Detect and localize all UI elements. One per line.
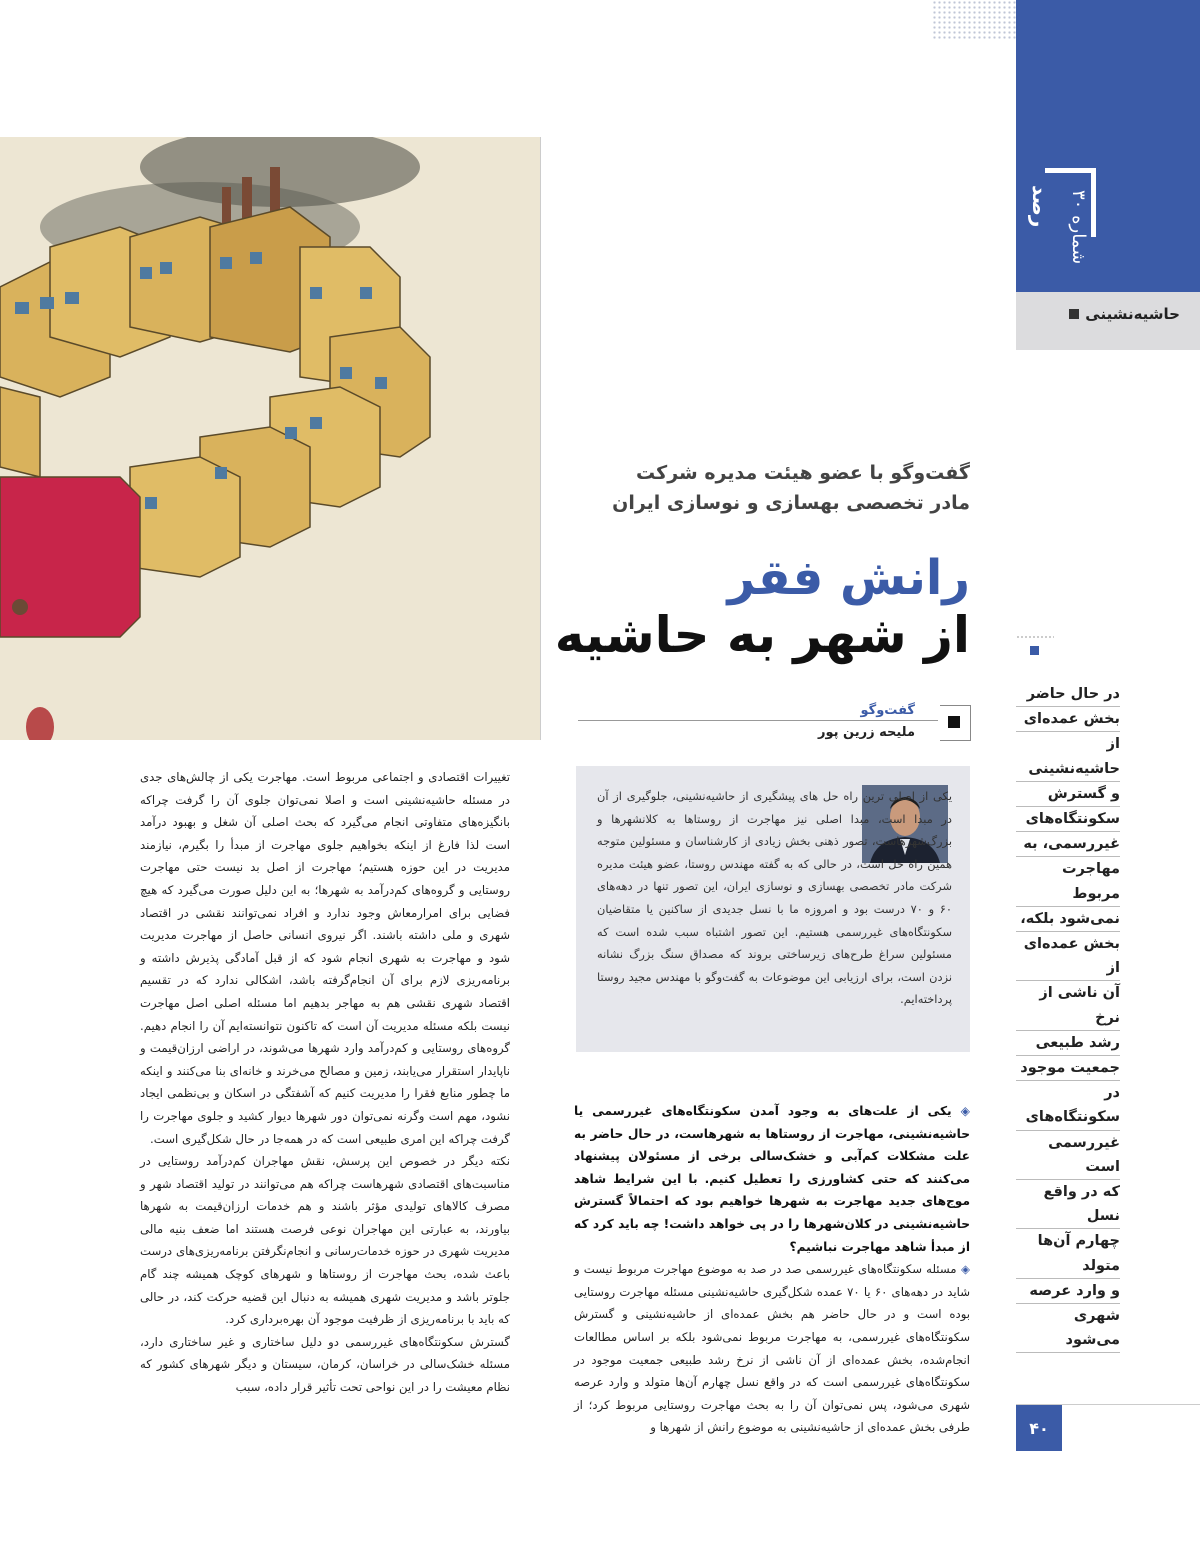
article-kicker <box>570 458 970 518</box>
square-bullet-icon <box>1069 309 1079 319</box>
square-bullet-icon <box>1030 646 1039 655</box>
issue-number: شماره ۳۰ <box>1068 190 1089 265</box>
pull-quote-line: و گسترش <box>1016 782 1120 807</box>
byline-author: ملیحه زرین پور <box>817 725 915 740</box>
byline-type: گفت‌وگو <box>860 703 915 718</box>
pull-quote-line: جمعیت موجود <box>1016 1056 1120 1081</box>
kicker-line: گفت‌وگو با عضو هیئت مدیره شرکت <box>636 462 970 484</box>
pull-quote-line: سکونتگاه‌های <box>1016 807 1120 832</box>
pull-quote-line: از حاشیه‌نشینی <box>1016 732 1120 781</box>
pull-quote-line: در حال حاضر <box>1016 682 1120 707</box>
magazine-logo: رصد <box>1028 185 1052 228</box>
pull-quote-line: آن ناشی از نرخ <box>1016 981 1120 1030</box>
pull-quote-line: چهارم آن‌ها متولد <box>1016 1229 1120 1278</box>
interview-answer <box>574 1258 970 1439</box>
section-name: حاشیه‌نشینی <box>1085 305 1180 323</box>
article-body-left <box>140 766 510 1399</box>
article-title: از شهر به حاشیه <box>554 606 970 664</box>
answer-text: مسئله سکونتگاه‌های غیررسمی صد در صد به موضوع مهاجرت مربوط نیست و شاید در دهه‌های ۶۰ یا ۷۰ عمده شکل‌گیری حاشیه‌نشینی مسئله مهاجرت روستایی بوده است و در حال حاضر هم بخش عمده‌ای از حاشیه‌نشینی و گسترش سکونتگاه‌های غیررسمی، به مهاجرت مربوط نمی‌شود بلکه بر اساس مطالعات انجام‌شده، بخش عمده‌ای از آن ناشی از نرخ رشد طبیعی جمعیت موجود در سکونتگاه‌های غیررسمی است که در واقع نسل چهارم آن‌ها متولد و وارد عرصه شهری می‌شود، پس نمی‌توان آن را به بحث مهاجرت روستایی مربوط کرد؛ از طرفی بخش عمده‌ای از حاشیه‌نشینی به موضوع رانش از شهرها و <box>574 1262 970 1435</box>
interview-question <box>574 1100 970 1258</box>
pull-quote-line: غیررسمی، به <box>1016 832 1120 857</box>
pull-quote-line: بخش عمده‌ای از <box>1016 932 1120 981</box>
pull-quote-line: نمی‌شود بلکه، <box>1016 907 1120 932</box>
decorative-dot-pattern <box>1016 636 1054 638</box>
answer-marker-icon: ◈ <box>956 1262 970 1277</box>
factory-ring-illustration <box>0 137 540 740</box>
decorative-dot-pattern <box>932 0 1016 40</box>
intro-paragraph: یکی از اصلی ترین راه حل های پیشگیری از حاشیه‌نشینی، جلوگیری از آن در مبدا است، مبدا اصلی نیز مهاجرت از روستاها به کلانشهرها و بزرگ‌شهرهاست، تصور ذهنی بخش زیادی از کارشناسان و مسئولین متوجه همین راه حل است، در حالی که به گفته مهندس روستا، عضو هیئت مدیره شرکت مادر تخصصی بهسازی و نوسازی ایران، این تصور تنها در دهه‌های ۶۰ و ۷۰ درست بود و امروزه ما با نسل جدیدی از ساکنین یا متقاضیان سکونتگاه‌های غیررسمی هستیم. این تصور اشتباه سبب شده است که مسئولین سراغ طرح‌های زیرساختی بروند که مصداق سنگ بزرگ نشانه نزدن است، برای ارزیابی این موضوعات به گفت‌وگو با مهندس مجید روستا پرداخته‌ایم. <box>597 789 952 1007</box>
section-label <box>1069 305 1180 323</box>
intro-text <box>597 785 952 1011</box>
byline-divider <box>578 720 938 721</box>
pull-quote-line: و وارد عرصه <box>1016 1279 1120 1304</box>
article-title-accent: رانش فقر <box>727 550 970 606</box>
pull-quote-line: مهاجرت مربوط <box>1016 857 1120 906</box>
pull-quote-line: شهری می‌شود <box>1016 1304 1120 1353</box>
square-bullet-icon <box>948 716 960 728</box>
question-marker-icon: ◈ <box>951 1104 970 1118</box>
pull-quote <box>1016 682 1120 1353</box>
pull-quote-line: رشد طبیعی <box>1016 1031 1120 1056</box>
pull-quote-line: بخش عمده‌ای <box>1016 707 1120 732</box>
page-number: ۴۰ <box>1016 1405 1062 1451</box>
question-text: یکی از علت‌های به وجود آمدن سکونتگاه‌های غیررسمی یا حاشیه‌نشینی، مهاجرت از روستاها به شهرهاست، در حال حاضر به علت مشکلات کم‌آبی و خشک‌سالی برخی از مسئولان پیشنهاد می‌کنند که حتی کشاورزی را تعطیل کنیم. با این شرایط شاهد موج‌های جدید مهاجرت به شهرها خواهیم بود که احتمالاً گسترش حاشیه‌نشینی در کلان‌شهرها را در پی خواهد داشت! چه باید کرد که از مبدأ شاهد مهاجرت نباشیم؟ <box>574 1104 970 1254</box>
pull-quote-line: غیررسمی است <box>1016 1131 1120 1180</box>
body-paragraph: تغییرات اقتصادی و اجتماعی مربوط است. مهاجرت یکی از چالش‌های جدی در مسئله حاشیه‌نشینی است و اصلا نمی‌توان جلوی آن را گرفت چراکه بانگیزه‌های متفاوتی انجام می‌گیرد که بحث اصلی آن شغل و بهبود درآمد است لذا فارغ از اینکه بخواهیم جلوی مهاجرت از مبدأ را بگیرم، نیازمند مدیریت در این حوزه هستیم؛ مهاجرت از اصل بد نیست حتی مهاجرت روستایی و گروه‌های کم‌درآمد به شهرها؛ به این دلیل صورت می‌گیرد که هیچ فضایی برای امرارمعاش وجود ندارد و افراد نمی‌توانند نقشی در اقتصاد شهری و ملی داشته باشند. اگر نیروی انسانی حاصل از مهاجرت مدیریت شود و مهاجرت به شهری انجام شود که از قبل آمادگی پذیرش داشته و برنامه‌ریزی لازم برای آن انجام‌گرفته باشد، اشکالی ندارد که در تقسیم اقتصاد شهری نقشی هم به مهاجر بدهیم اما مسئله اصلی اصل مهاجرت نیست بلکه مسئله مدیریت آن است که تاکنون نتوانسته‌ایم آن را انجام دهیم. گروه‌های روستایی و کم‌درآمد وارد شهرها می‌شوند، در اراضی ارزان‌قیمت و ناپایدار استقرار می‌یابند، زمین و مصالح می‌خرند و خانه‌ای بنا می‌کنند و اینکه ما چطور منابع فقرا را مدیریت کنیم که آشفتگی در اسکان و بی‌نظمی ایجاد نشود، مهم است وگرنه نمی‌توان دور شهرها دیوار کشید و جلوی مهاجرت را گرفت چراکه این امری طبیعی است که در همه‌جا در حال شکل‌گیری است. <box>140 770 510 1146</box>
article-body-right <box>574 1100 970 1439</box>
body-paragraph: نکته دیگر در خصوص این پرسش، نقش مهاجران کم‌درآمد روستایی در مناسبت‌های اقتصادی شهرهاست چراکه هم می‌توانند در تولید اقتصاد شهر و مصرف کالاهای تولیدی مؤثر باشند و هم خدمات ارزان‌قیمت به شهرها بیاورند، به عبارتی این مهاجران نوعی فرصت هستند اما ضعف بنیه مالی مدیریت شهری در حوزه خدمات‌رسانی و انجام‌نگرفتن برنامه‌ریزی‌های درست باعث شده، بحث مهاجرت از روستاها و شهرهای کوچک همیشه چند گام جلوتر باشد و مدیریت شهری همیشه به دنبال این قضیه حرکت کند، در حالی که باید با برنامه‌ریزی از ظرفیت موجود آن بهره‌برداری کرد. <box>140 1154 510 1327</box>
article-illustration <box>0 137 541 740</box>
pull-quote-line: که در واقع نسل <box>1016 1180 1120 1229</box>
kicker-line: مادر تخصصی بهسازی و نوسازی ایران <box>612 492 970 514</box>
body-paragraph: گسترش سکونتگاه‌های غیررسمی دو دلیل ساختاری و غیر ساختاری دارد، مسئله خشک‌سالی در خراسان، کرمان، سیستان و دیگر شهرهای کشور که نظام معیشت را در این نواحی تحت تأثیر قرار داده، سبب <box>140 1334 510 1395</box>
pull-quote-line: در سکونتگاه‌های <box>1016 1081 1120 1130</box>
sidebar-brand-block <box>1016 0 1200 292</box>
